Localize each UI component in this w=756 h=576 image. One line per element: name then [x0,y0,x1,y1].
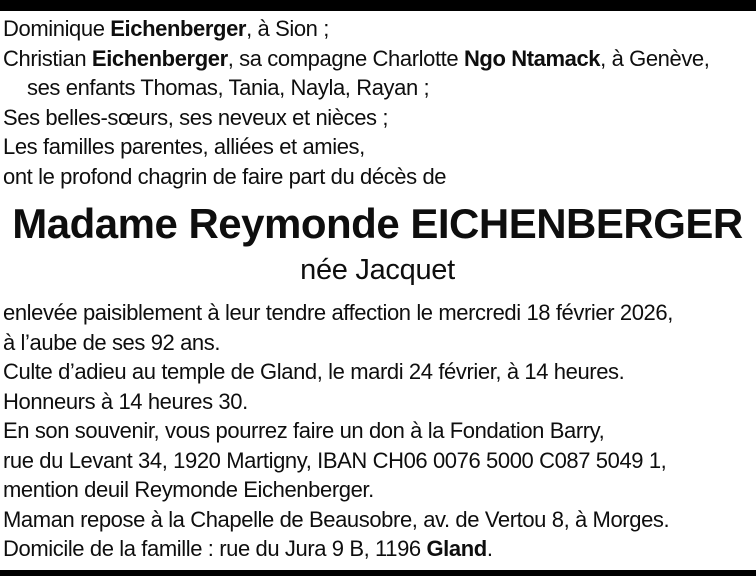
plain-text: Honneurs à 14 heures 30. [3,388,248,414]
bold-text: Ngo Ntamack [463,45,601,71]
notice-line [3,416,752,446]
notice-line [3,534,752,564]
notice-content [0,11,756,564]
plain-text: Dominique [3,16,111,41]
notice-line [3,328,752,358]
plain-text: ont le profond chagrin de faire part du décès de [3,163,447,189]
notice-line [3,103,752,133]
maiden-name-subtitle: née Jacquet [300,254,455,286]
plain-text: ses enfants Thomas, Tania, Nayla, Rayan ; [27,75,430,100]
plain-text: , à Sion ; [246,16,329,41]
bold-text: Eichenberger [110,16,247,41]
plain-text: Les familles parentes, alliées et amies, [3,134,365,159]
plain-text: Christian [3,45,92,71]
plain-text: Ses belles-sœurs, ses neveux et nièces ; [3,104,389,130]
plain-text: . [486,536,493,561]
notice-line [3,73,752,103]
bold-text: Eichenberger [91,45,228,71]
notice-line [3,44,752,74]
notice-line [3,357,752,387]
notice-line [3,162,752,192]
plain-text: Culte d’adieu au temple de Gland, le mardi 24 février, à 14 heures. [3,359,625,384]
plain-text: , sa compagne Charlotte [227,45,464,71]
notice-line [3,387,752,417]
plain-text: , à Genève, [600,45,710,71]
plain-text: Maman repose à la Chapelle de Beausobre, av. de Vertou 8, à Morges. [3,506,670,532]
notice-line [3,298,752,328]
plain-text: rue du Levant 34, 1920 Martigny, IBAN CH06 0076 5000 C087 5049 1, [3,447,667,473]
intro-lines [3,14,752,191]
top-black-bar [0,0,756,11]
body-lines [3,298,752,564]
deceased-name-title: Madame Reymonde EICHENBERGER [12,200,743,247]
plain-text: Domicile de la famille : rue du Jura 9 B, 1196 [3,536,427,561]
plain-text: enlevée paisiblement à leur tendre affection le mercredi 18 février 2026, [3,300,673,325]
bottom-black-bar [0,570,756,576]
notice-line [3,505,752,535]
plain-text: mention deuil Reymonde Eichenberger. [3,477,374,502]
bold-text: Gland [426,536,487,561]
plain-text: En son souvenir, vous pourrez faire un don à la Fondation Barry, [3,418,605,443]
notice-line [3,14,752,44]
notice-line [3,475,752,505]
notice-line [3,132,752,162]
plain-text: à l’aube de ses 92 ans. [3,329,221,355]
notice-line [3,446,752,476]
